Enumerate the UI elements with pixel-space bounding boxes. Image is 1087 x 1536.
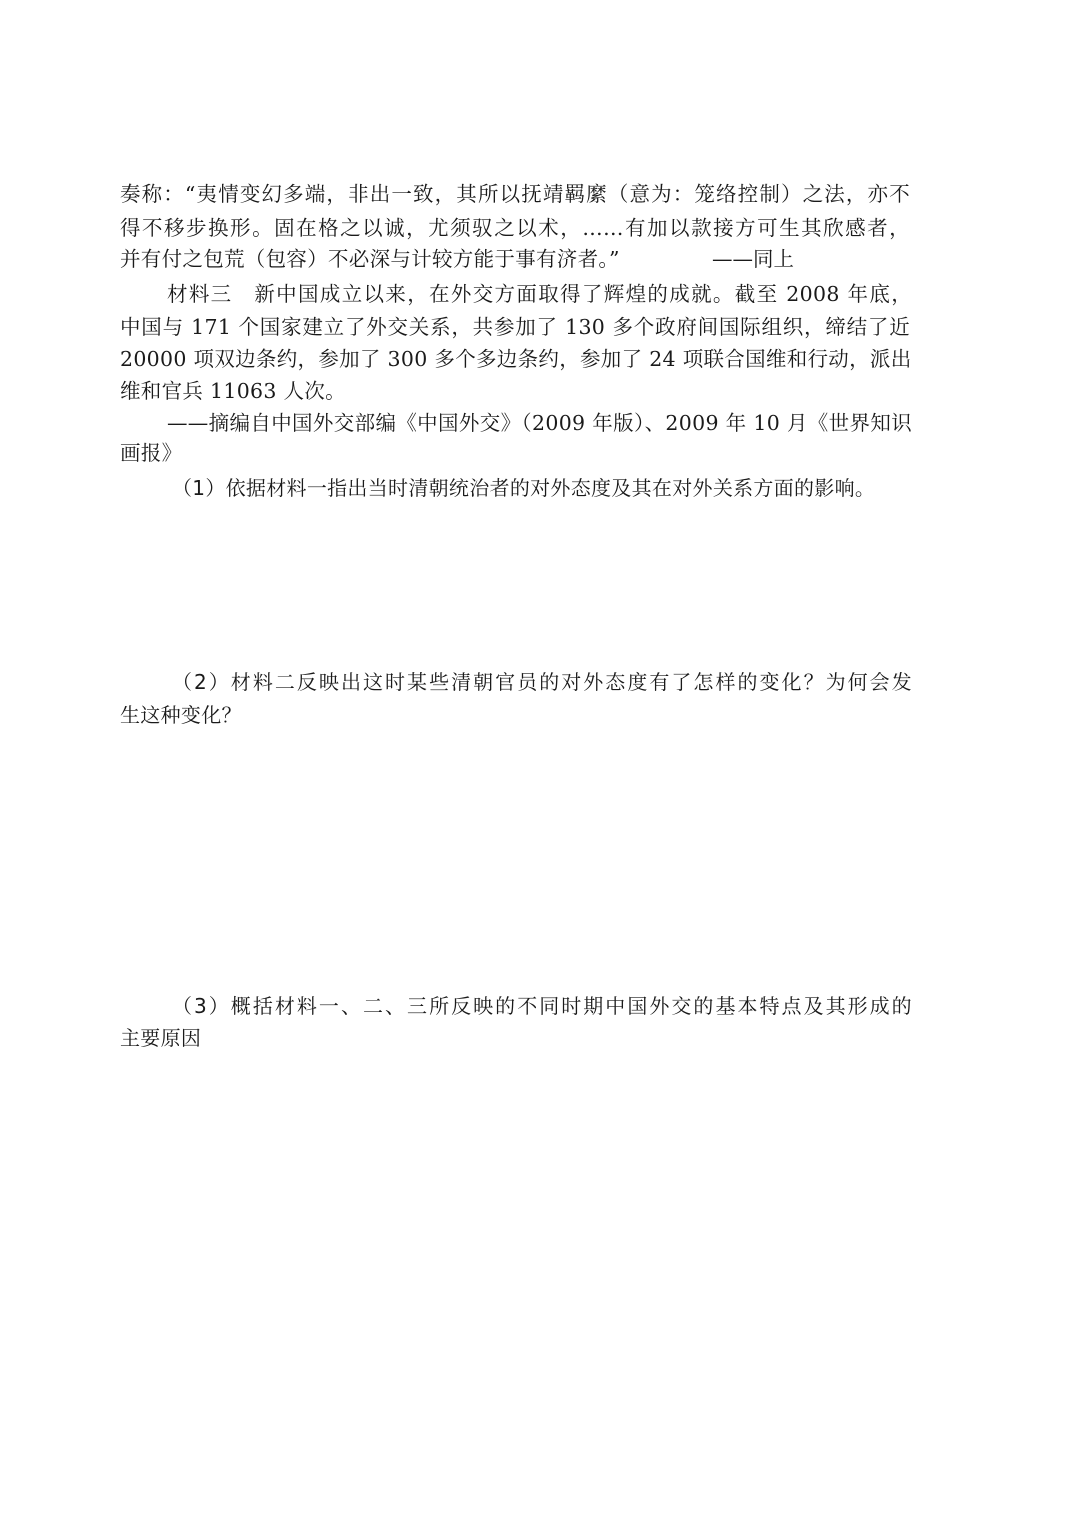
material3-citation-line-1: ——摘编自中国外交部编《中国外交》（2009 年版）、2009 年 10 月《世界知识: [167, 411, 912, 435]
material2-source: ——同上: [712, 247, 794, 271]
question-2-line-1: （2）材料二反映出这时某些清朝官员的对外态度有了怎样的变化？为何会发: [172, 670, 912, 694]
material2-quote-line-3: 并有付之包荒（包容）不必深与计较方能于事有济者。”: [120, 247, 620, 271]
question-3-line-1: （3）概括材料一、二、三所反映的不同时期中国外交的基本特点及其形成的: [172, 994, 912, 1018]
question-3-line-2: 主要原因: [120, 1026, 202, 1050]
material2-quote-line-1: 奏称：“夷情变幻多端，非出一致，其所以抚靖羁縻（意为：笼络控制）之法，亦不: [120, 182, 910, 206]
material3-line-4: 维和官兵 11063 人次。: [120, 379, 346, 403]
material3-line-2: 中国与 171 个国家建立了外交关系，共参加了 130 多个政府间国际组织，缔结了近: [120, 315, 910, 339]
material2-quote-line-2: 得不移步换形。固在格之以诚，尤须驭之以术，……有加以款接方可生其欣感者，: [120, 216, 910, 240]
question-2-line-2: 生这种变化？: [120, 703, 242, 727]
material3-line-3: 20000 项双边条约，参加了 300 多个多边条约，参加了 24 项联合国维和行动，派出: [120, 347, 912, 371]
material3-citation-line-2: 画报》: [120, 441, 183, 465]
question-1: （1）依据材料一指出当时清朝统治者的对外态度及其在对外关系方面的影响。: [172, 476, 876, 500]
material3-line-1: 材料三 新中国成立以来，在外交方面取得了辉煌的成就。截至 2008 年底，: [167, 282, 912, 306]
